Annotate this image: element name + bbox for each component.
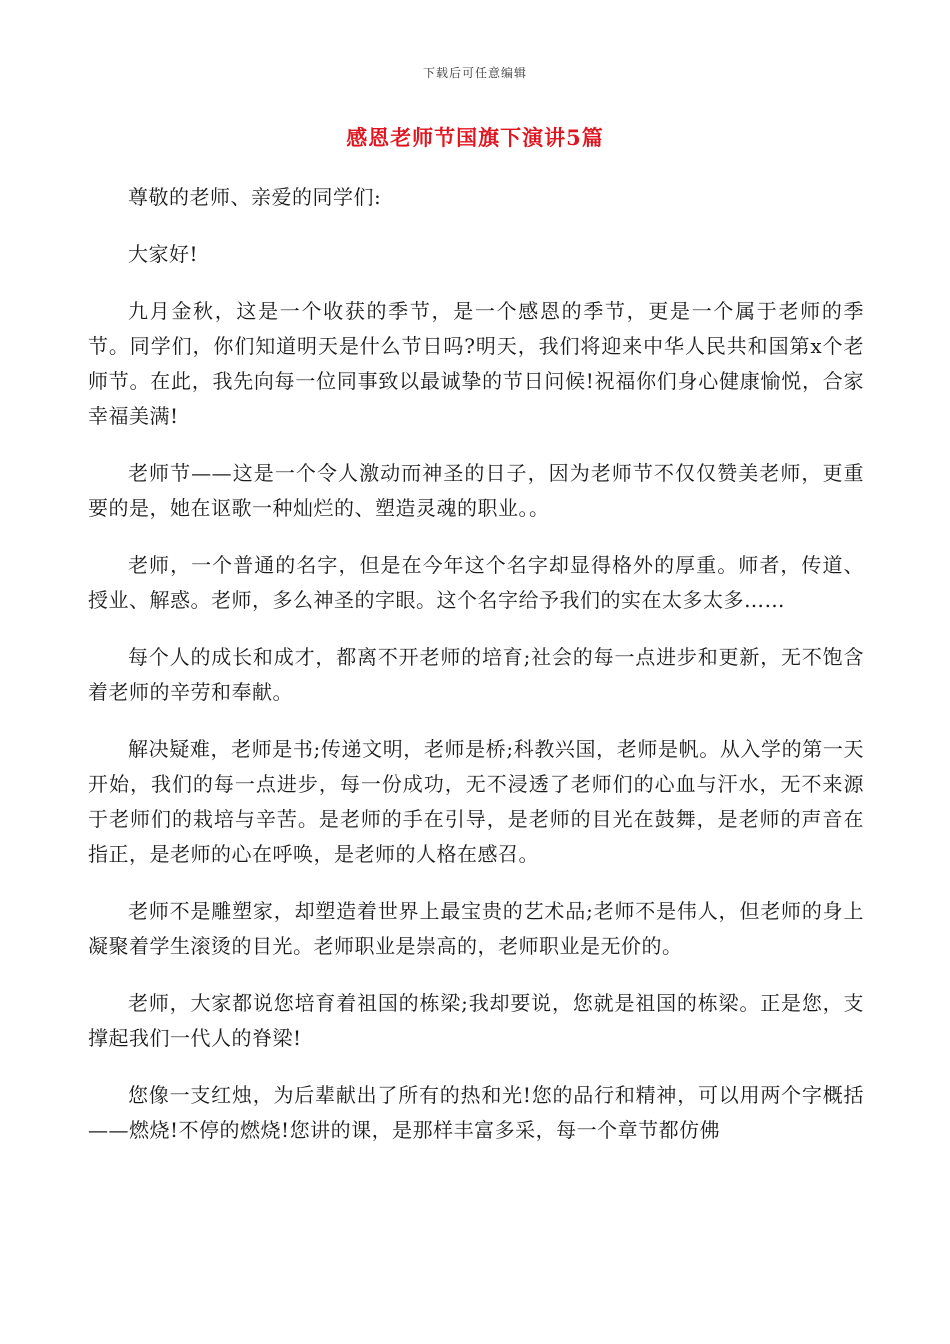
document-title: 感恩老师节国旗下演讲5篇: [346, 125, 604, 150]
paragraph: 九月金秋，这是一个收获的季节，是一个感恩的季节，更是一个属于老师的季节。同学们，你们知道明天是什么节日吗?明天，我们将迎来中华人民共和国第x个老师节。在此，我先向每一位同事致以最诚挚的节日问候!祝福你们身心健康愉悦，合家幸福美满!: [88, 299, 864, 428]
document-body: [88, 180, 864, 1170]
paragraph: 老师，一个普通的名字，但是在今年这个名字却显得格外的厚重。师者，传道、授业、解惑。老师，多么神圣的字眼。这个名字给予我们的实在太多太多……: [88, 553, 864, 612]
paragraph: 每个人的成长和成才，都离不开老师的培育;社会的每一点进步和更新，无不饱含着老师的辛劳和奉献。: [88, 645, 864, 704]
paragraph: 解决疑难，老师是书;传递文明，老师是桥;科教兴国，老师是帆。从入学的第一天开始，我们的每一点进步，每一份成功，无不浸透了老师们的心血与汗水，无不来源于老师们的栽培与辛苦。是老师的手在引导，是老师的目光在鼓舞，是老师的声音在指正，是老师的心在呼唤，是老师的人格在感召。: [88, 737, 864, 866]
paragraph: 您像一支红烛，为后辈献出了所有的热和光!您的品行和精神，可以用两个字概括——燃烧!不停的燃烧!您讲的课，是那样丰富多采，每一个章节都仿佛: [88, 1083, 864, 1142]
paragraph: 老师不是雕塑家，却塑造着世界上最宝贵的艺术品;老师不是伟人，但老师的身上凝聚着学生滚烫的目光。老师职业是崇高的，老师职业是无价的。: [88, 899, 864, 958]
paragraph-greeting: 大家好!: [128, 242, 199, 266]
paragraph: 老师，大家都说您培育着祖国的栋梁;我却要说，您就是祖国的栋梁。正是您，支撑起我们一代人的脊梁!: [88, 991, 864, 1050]
paragraph-salutation: 尊敬的老师、亲爱的同学们:: [128, 185, 382, 209]
paragraph: 老师节——这是一个令人激动而神圣的日子，因为老师节不仅仅赞美老师，更重要的是，她在讴歌一种灿烂的、塑造灵魂的职业。。: [88, 461, 864, 520]
header-note: 下载后可任意编辑: [422, 66, 527, 80]
